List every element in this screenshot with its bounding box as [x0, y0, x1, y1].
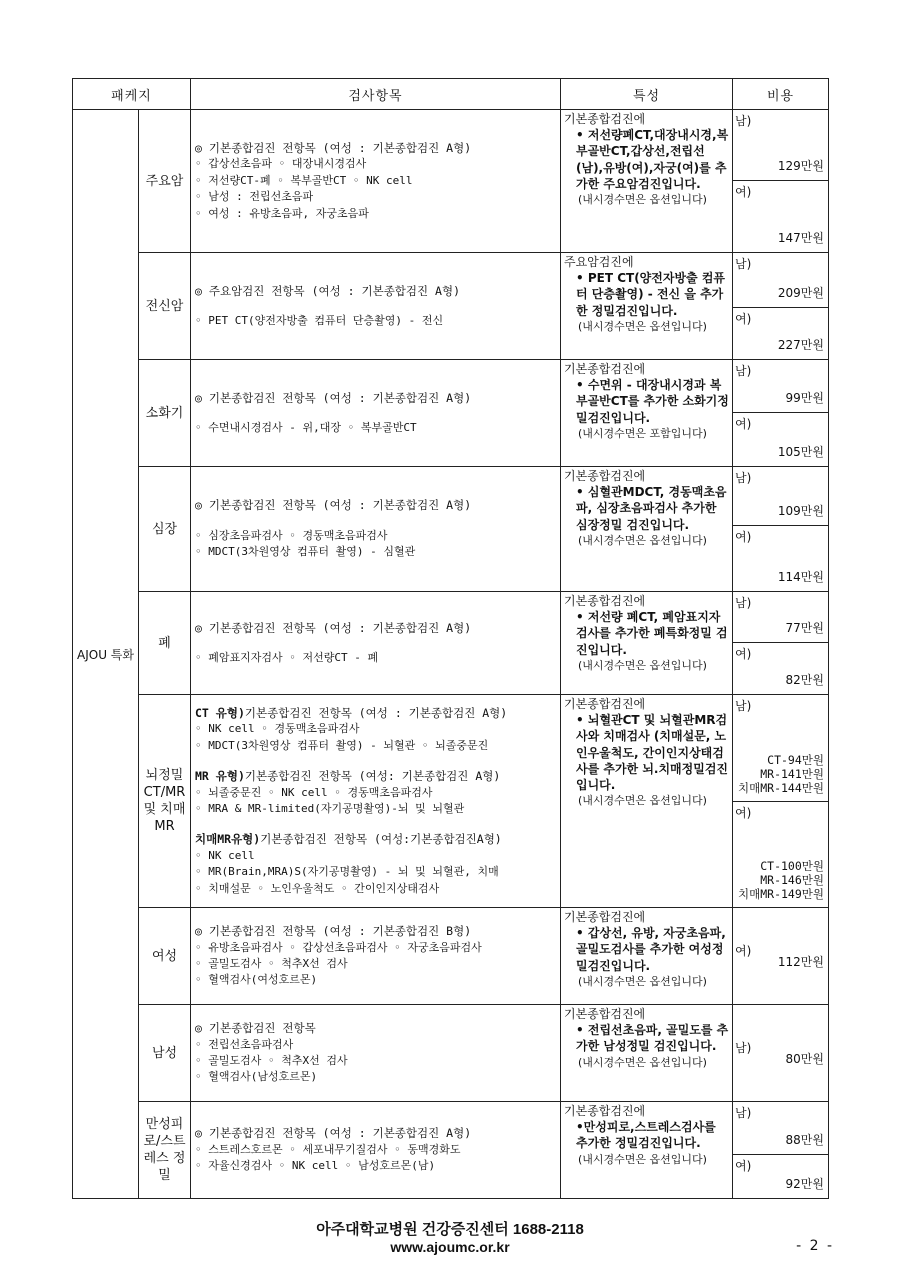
- price-value: 209만원: [777, 286, 824, 300]
- item-line: ◦ 수면내시경검사 - 위,대장 ◦ 복부골반CT: [195, 421, 417, 434]
- cost-cell: [733, 1005, 829, 1102]
- table-row: [73, 467, 829, 592]
- price-value: 227만원: [777, 338, 824, 352]
- gender-label: 여): [735, 185, 752, 199]
- item-line: ◦ 혈액검사(남성호르몬): [195, 1070, 318, 1084]
- price-value: 치매MR-149만원: [738, 887, 824, 901]
- table-row: [73, 1102, 829, 1199]
- gender-label: 남): [735, 114, 752, 128]
- gender-label: 남): [735, 1041, 752, 1055]
- cost-cell: [733, 908, 829, 1005]
- cost-cell: [733, 695, 829, 908]
- package-table: [72, 78, 829, 1199]
- feature-line: 기본종합검진에: [564, 697, 646, 711]
- gender-label: 남): [735, 471, 752, 485]
- features-cell: [561, 908, 733, 1005]
- item-line: ◦ 골밀도검사 ◦ 척추X선 검사: [195, 1054, 348, 1067]
- item-line: ◦ 여성 : 유방초음파, 자궁초음파: [195, 206, 369, 220]
- features-cell: [561, 253, 733, 360]
- feature-line: 기본종합검진에: [564, 112, 646, 126]
- item-type-desc: 기본종합검진 전항목 (여성: 기본종합검진 A형): [244, 769, 501, 784]
- price-value: MR-141만원: [760, 767, 824, 781]
- feature-line: (내시경수면은 옵션입니다): [578, 319, 707, 333]
- item-line: ◦ NK cell ◦ 경동맥초음파검사: [195, 722, 360, 736]
- price-list: [738, 753, 824, 795]
- table-row: [73, 908, 829, 1005]
- feature-line: (내시경수면은 옵션입니다): [578, 533, 707, 547]
- footer-website[interactable]: www.ajoumc.or.kr: [390, 1239, 510, 1255]
- feature-line: (내시경수면은 옵션입니다): [578, 974, 707, 988]
- feature-line: (내시경수면은 옵션입니다): [578, 1055, 707, 1069]
- features-cell: [561, 467, 733, 592]
- features-cell: [561, 695, 733, 908]
- feature-line: 기본종합검진에: [564, 910, 646, 924]
- feature-line: • 갑상선, 유방, 자궁초음파, 골밀도검사를 추가한 여성정밀검진입니다.: [576, 926, 726, 973]
- header-features: 특성: [561, 79, 733, 110]
- feature-line: (내시경수면은 포함입니다): [578, 426, 707, 440]
- category-cell: 전신암: [139, 253, 191, 360]
- feature-line: • 전립선초음파, 골밀도를 추가한 남성정밀 검진입니다.: [576, 1023, 729, 1054]
- header-items: 검사항목: [191, 79, 561, 110]
- price-value: CT-100만원: [760, 859, 824, 873]
- features-cell: [561, 592, 733, 695]
- price-value: 114만원: [777, 570, 824, 584]
- item-line: ◦ PET CT(양전자방출 컴퓨터 단층촬영) - 전신: [195, 314, 444, 327]
- cost-cell: [733, 1102, 829, 1199]
- items-cell: [191, 1005, 561, 1102]
- item-line: ◦ 전립선초음파검사: [195, 1037, 294, 1051]
- feature-line: •만성피로,스트레스검사를 추가한 정밀검진입니다.: [576, 1120, 716, 1151]
- price-value: 99만원: [785, 391, 824, 405]
- category-cell: 만성피로/스트레스 정밀: [139, 1102, 191, 1199]
- price-value: 129만원: [777, 159, 824, 173]
- item-line: ◎ 기본종합검진 전항목 (여성 : 기본종합검진 A형): [195, 620, 472, 635]
- items-cell: [191, 467, 561, 592]
- item-line: [195, 831, 556, 847]
- price-value: MR-146만원: [760, 873, 824, 887]
- gender-label: 남): [735, 596, 752, 610]
- items-cell: [191, 253, 561, 360]
- price-value: 109만원: [777, 504, 824, 518]
- table-row: [73, 110, 829, 253]
- item-line: ◎ 기본종합검진 전항목 (여성 : 기본종합검진 A형): [195, 140, 472, 155]
- item-line: ◦ MDCT(3차원영상 컴퓨터 촬영) - 뇌혈관 ◦ 뇌졸중문진: [195, 738, 489, 752]
- feature-line: • PET CT(양전자방출 컴퓨터 단층촬영) - 전신 을 추가한 정밀검진입니다.: [576, 271, 726, 318]
- item-line: ◦ 골밀도검사 ◦ 척추X선 검사: [195, 957, 348, 970]
- package-cell: AJOU 특화: [73, 110, 139, 1199]
- features-cell: [561, 1102, 733, 1199]
- price-value: 92만원: [785, 1177, 824, 1191]
- item-line: ◦ 치매설문 ◦ 노인우울척도 ◦ 간이인지상태검사: [195, 881, 440, 895]
- features-cell: [561, 360, 733, 467]
- category-cell: 소화기: [139, 360, 191, 467]
- item-type-desc: 기본종합검진 전항목 (여성 : 기본종합검진 A형): [244, 705, 508, 720]
- feature-line: • 저선량폐CT,대장내시경,복부골반CT,갑상선,전립선(남),유방(여),자궁(여)를 추가한 주요암검진입니다.: [576, 128, 729, 191]
- price-list: [738, 859, 824, 901]
- gender-label: 남): [735, 364, 752, 378]
- items-cell: [191, 110, 561, 253]
- feature-line: • 뇌혈관CT 및 뇌혈관MR검사와 치매검사 (치매설문, 노인우울척도, 간이인지상태검사를 추가한 뇌.치매정밀검진입니다.: [576, 713, 729, 793]
- item-line: ◎ 기본종합검진 전항목: [195, 1021, 316, 1036]
- item-line: ◦ MR(Brain,MRA)S(자기공명촬영) - 뇌 및 뇌혈관, 치매: [195, 865, 499, 879]
- category-cell: 남성: [139, 1005, 191, 1102]
- gender-label: 남): [735, 257, 752, 271]
- item-line: ◦ 자율신경검사 ◦ NK cell ◦ 남성호르몬(남): [195, 1159, 436, 1173]
- gender-label: 여): [735, 1159, 752, 1173]
- item-type-label: MR 유형): [195, 769, 245, 784]
- item-line: ◦ MDCT(3차원영상 컴퓨터 촬영) - 심혈관: [195, 545, 416, 559]
- header-package: 패케지: [73, 79, 191, 110]
- item-type-desc: 기본종합검진 전항목 (여성:기본종합검진A형): [260, 832, 502, 847]
- item-line: ◦ 저선량CT-폐 ◦ 복부골반CT ◦ NK cell: [195, 173, 413, 187]
- category-cell: 주요암: [139, 110, 191, 253]
- price-value: 77만원: [785, 621, 824, 635]
- feature-line: (내시경수면은 옵션입니다): [578, 794, 707, 808]
- items-cell: [191, 360, 561, 467]
- table-row: [73, 253, 829, 360]
- features-cell: [561, 110, 733, 253]
- price-value: 80만원: [785, 1052, 824, 1066]
- category-cell: 뇌정밀 CT/MR 및 치매 MR: [139, 695, 191, 908]
- cost-cell: [733, 253, 829, 360]
- feature-line: (내시경수면은 옵션입니다): [578, 193, 707, 207]
- feature-line: • 저선량 폐CT, 폐암표지자검사를 추가한 폐특화정밀 검진입니다.: [576, 610, 728, 657]
- item-type-label: CT 유형): [195, 705, 245, 720]
- category-cell: 폐: [139, 592, 191, 695]
- item-line: ◎ 기본종합검진 전항목 (여성 : 기본종합검진 A형): [195, 390, 472, 405]
- item-type-label: 치매MR유형): [195, 832, 261, 847]
- feature-line: 기본종합검진에: [564, 594, 646, 608]
- gender-label: 여): [735, 647, 752, 661]
- items-cell: [191, 695, 561, 908]
- item-line: ◦ 남성 : 전립선초음파: [195, 190, 314, 204]
- item-line: ◦ 심장초음파검사 ◦ 경동맥초음파검사: [195, 528, 388, 542]
- feature-line: 기본종합검진에: [564, 469, 646, 483]
- price-value: 치매MR-144만원: [738, 781, 824, 795]
- cost-cell: [733, 110, 829, 253]
- cost-cell: [733, 592, 829, 695]
- items-cell: [191, 1102, 561, 1199]
- gender-label: 여): [735, 944, 752, 958]
- page-number: - 2 -: [796, 1238, 834, 1254]
- table-row: [73, 592, 829, 695]
- feature-line: • 심혈관MDCT, 경동맥초음파, 심장초음파검사 추가한 심장정밀 검진입니다.: [576, 485, 727, 532]
- items-cell: [191, 908, 561, 1005]
- gender-label: 남): [735, 699, 752, 713]
- footer-hospital: 아주대학교병원 건강증진센터 1688-2118: [316, 1221, 584, 1238]
- item-line: ◎ 주요암검진 전항목 (여성 : 기본종합검진 A형): [195, 283, 461, 298]
- price-value: 147만원: [777, 231, 824, 245]
- item-line: ◦ 유방초음파검사 ◦ 갑상선초음파검사 ◦ 자궁초음파검사: [195, 940, 482, 954]
- table-row: [73, 360, 829, 467]
- items-cell: [191, 592, 561, 695]
- table-row: [73, 1005, 829, 1102]
- feature-line: • 수면위 - 대장내시경과 복부골반CT를 추가한 소화기정밀검진입니다.: [576, 378, 729, 425]
- item-line: ◎ 기본종합검진 전항목 (여성 : 기본종합검진 B형): [195, 924, 472, 939]
- price-value: 112만원: [777, 955, 824, 969]
- price-value: 82만원: [785, 673, 824, 687]
- item-line: [195, 705, 556, 721]
- cost-cell: [733, 467, 829, 592]
- category-cell: 여성: [139, 908, 191, 1005]
- item-line: [195, 768, 556, 784]
- header-cost: 비용: [733, 79, 829, 110]
- gender-label: 여): [735, 806, 752, 820]
- feature-line: (내시경수면은 옵션입니다): [578, 1152, 707, 1166]
- item-line: ◦ 뇌졸중문진 ◦ NK cell ◦ 경동맥초음파검사: [195, 785, 433, 799]
- gender-label: 여): [735, 417, 752, 431]
- gender-label: 여): [735, 530, 752, 544]
- item-line: ◎ 기본종합검진 전항목 (여성 : 기본종합검진 A형): [195, 498, 472, 513]
- price-value: CT-94만원: [767, 753, 824, 767]
- feature-line: 기본종합검진에: [564, 362, 646, 376]
- price-value: 88만원: [785, 1133, 824, 1147]
- table-row: [73, 695, 829, 908]
- category-cell: 심장: [139, 467, 191, 592]
- feature-line: 주요암검진에: [564, 255, 634, 269]
- feature-line: (내시경수면은 옵션입니다): [578, 658, 707, 672]
- item-line: ◦ 혈액검사(여성호르몬): [195, 973, 318, 987]
- item-line: ◦ NK cell: [195, 848, 255, 862]
- gender-label: 남): [735, 1106, 752, 1120]
- feature-line: 기본종합검진에: [564, 1007, 646, 1021]
- features-cell: [561, 1005, 733, 1102]
- item-line: ◦ 갑상선초음파 ◦ 대장내시경검사: [195, 157, 367, 171]
- item-line: ◦ 스트레스호르몬 ◦ 세포내무기질검사 ◦ 동맥경화도: [195, 1142, 461, 1156]
- table-header-row: [73, 79, 829, 110]
- gender-label: 여): [735, 312, 752, 326]
- feature-line: 기본종합검진에: [564, 1104, 646, 1118]
- item-line: ◦ MRA & MR-limited(자기공명촬영)-뇌 및 뇌혈관: [195, 802, 465, 815]
- price-value: 105만원: [777, 445, 824, 459]
- cost-cell: [733, 360, 829, 467]
- item-line: ◦ 폐암표지자검사 ◦ 저선량CT - 폐: [195, 651, 379, 664]
- item-line: ◎ 기본종합검진 전항목 (여성 : 기본종합검진 A형): [195, 1126, 472, 1141]
